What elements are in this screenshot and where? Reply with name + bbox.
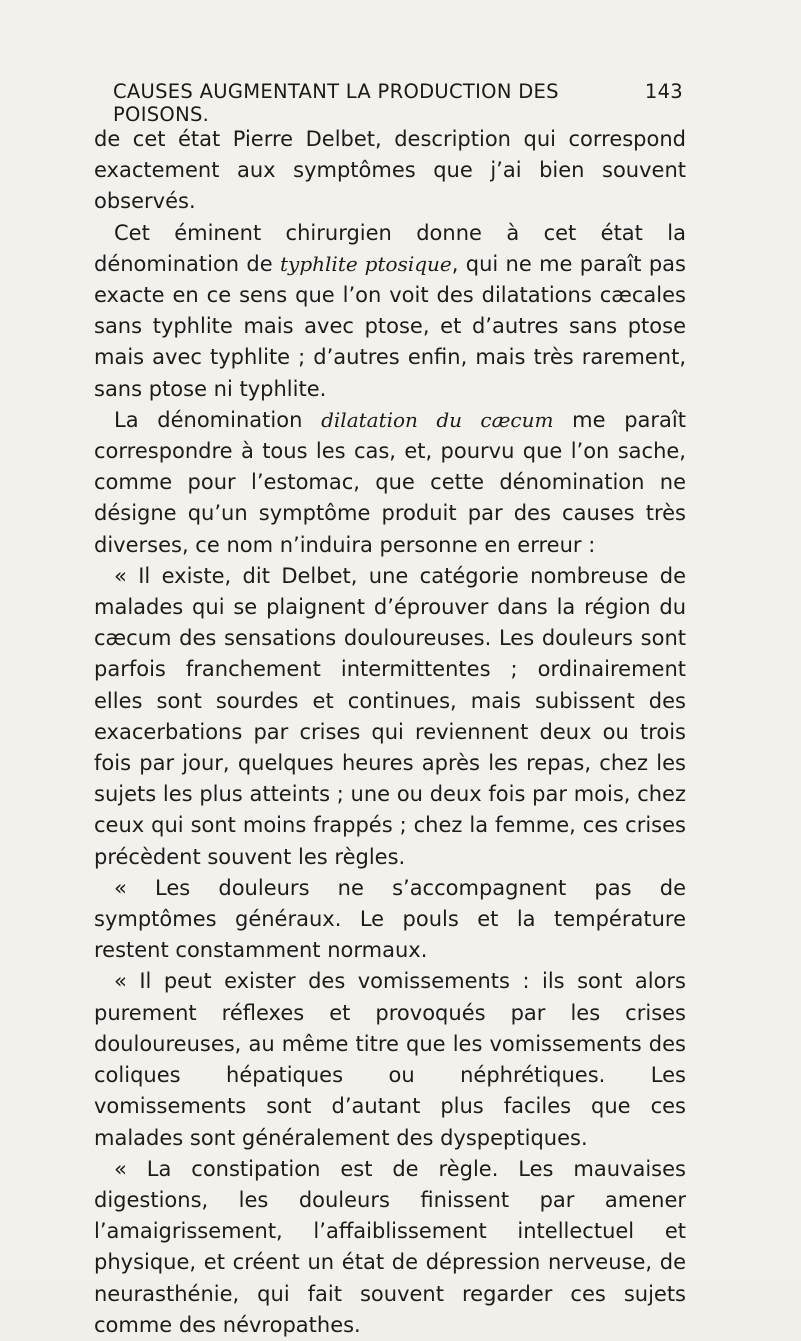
text-run: « La constipation est de règle. Les mauvaises digestions, les douleurs finissent par amener l’amaigrissement, l’affaiblissement intellectuel et physique, et créent un état de dépression nerveuse, de neurasthénie, qui fait souvent regarder ces sujets comme des névropathes.: [94, 1156, 686, 1337]
text-run: « Les douleurs ne s’accompagnent pas de symptômes généraux. Le pouls et la température restent constamment normaux.: [94, 875, 686, 963]
text-run: , qui ne me paraît pas exacte en ce sens que l’on voit des dilatations cæcales sans typhlite mais avec ptose, et d’autres sans ptose mais avec typhlite ; d’autres enfin, mais très rarement, sans ptose ni typhlite.: [94, 251, 686, 401]
page-number: 143: [644, 80, 683, 103]
paragraph: [94, 966, 686, 1153]
paragraph: [94, 218, 686, 405]
paragraph: [94, 1154, 686, 1341]
text-run: de cet état Pierre Delbet, description qui correspond exactement aux symptômes que j’ai bien souvent observés.: [94, 127, 686, 214]
body-text: [94, 124, 686, 1341]
italic-term: typhlite ptosique: [280, 251, 452, 276]
italic-term: dilatation du cæcum: [321, 407, 554, 432]
running-head: [113, 80, 683, 126]
text-run: « Il existe, dit Delbet, une catégorie nombreuse de malades qui se plaignent d’éprouver dans la région du cæcum des sensations douloureuses. Les douleurs sont parfois franchement intermittentes ; ordinairement elles sont sourdes et continues, mais subissent des exacerbations par crises qui reviennent deux ou trois fois par jour, quelques heures après les repas, chez les sujets les plus atteints ; une ou deux fois par mois, chez ceux qui sont moins frappés ; chez la femme, ces crises précèdent souvent les règles.: [94, 563, 686, 869]
text-run: me paraît correspondre à tous les cas, et, pourvu que l’on sache, comme pour l’estomac, que cette dénomination ne désigne qu’un symptôme produit par des causes très diverses, ce nom n’induira personne en erreur :: [94, 407, 686, 557]
text-run: La dénomination: [114, 407, 322, 432]
paragraph: [94, 561, 686, 873]
paragraph: [94, 124, 686, 218]
running-head-title: CAUSES AUGMENTANT LA PRODUCTION DES POISONS.: [113, 80, 559, 126]
text-run: « Il peut exister des vomissements : ils sont alors purement réflexes et provoqués par les crises douloureuses, au même titre que les vomissements des coliques hépatiques ou néphrétiques. Les vomissements sont d’autant plus faciles que ces malades sont généralement des dyspeptiques.: [94, 969, 686, 1150]
paragraph: [94, 405, 686, 561]
text-run: Cet éminent chirurgien donne à cet état la dénomination de: [94, 220, 686, 276]
paragraph: [94, 873, 686, 967]
